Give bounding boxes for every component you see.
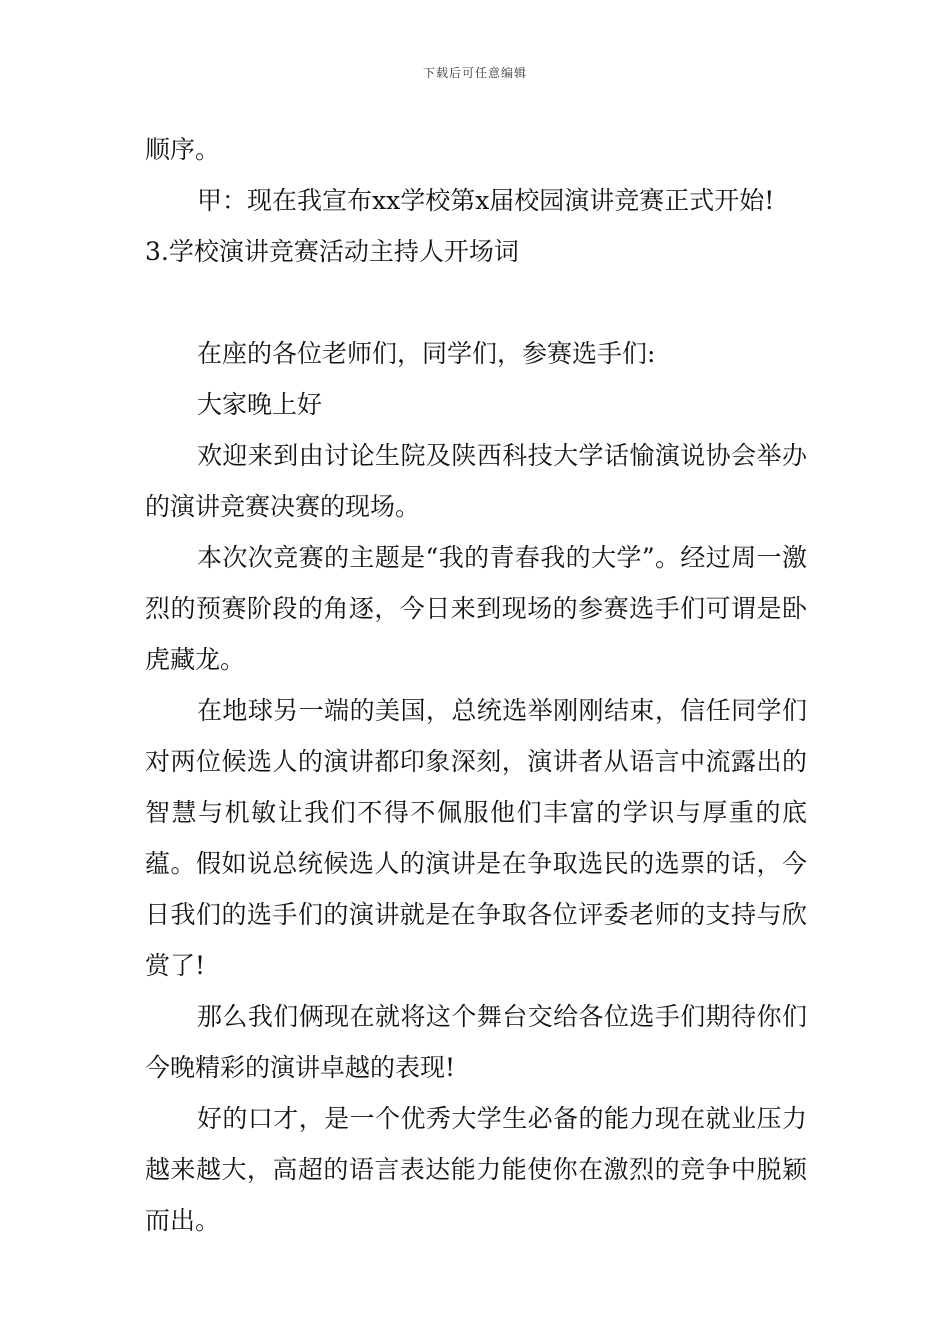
page-header: 下载后可任意编辑 [422,66,527,80]
paragraph-handover: 那么我们俩现在就将这个舞台交给各位选手们期待你们今晚精彩的演讲卓越的表现! [145,1002,807,1082]
paragraph-continuation: 顺序。 [145,135,221,164]
blank-line [145,277,807,328]
paragraph-theme: 本次次竞赛的主题是“我的青春我的大学”。经过周一激烈的预赛阶段的角逐，今日来到现场的参赛选手们可谓是卧虎藏龙。 [145,543,807,674]
paragraph-welcome: 欢迎来到由讨论生院及陕西科技大学话愉演说协会举办的演讲竞赛决赛的现场。 [145,441,807,521]
section-heading: 3.学校演讲竞赛活动主持人开场词 [145,237,519,266]
paragraph-announcement: 甲：现在我宣布xx学校第x届校园演讲竞赛正式开始! [197,186,775,215]
paragraph-greeting: 大家晚上好 [197,390,323,419]
paragraph-election: 在地球另一端的美国，总统选举刚刚结束，信任同学们对两位候选人的演讲都印象深刻，演讲者从语言中流露出的智慧与机敏让我们不得不佩服他们丰富的学识与厚重的底蕴。假如说总统候选人的演讲是在争取选民的选票的话，今日我们的选手们的演讲就是在争取各位评委老师的支持与欣赏了! [145,696,807,980]
paragraph-eloquence: 好的口才，是一个优秀大学生必备的能力现在就业压力越来越大，高超的语言表达能力能使你在激烈的竞争中脱颖而出。 [145,1104,807,1235]
paragraph-salutation: 在座的各位老师们，同学们，参赛选手们: [197,339,656,368]
document-body [145,124,807,1246]
